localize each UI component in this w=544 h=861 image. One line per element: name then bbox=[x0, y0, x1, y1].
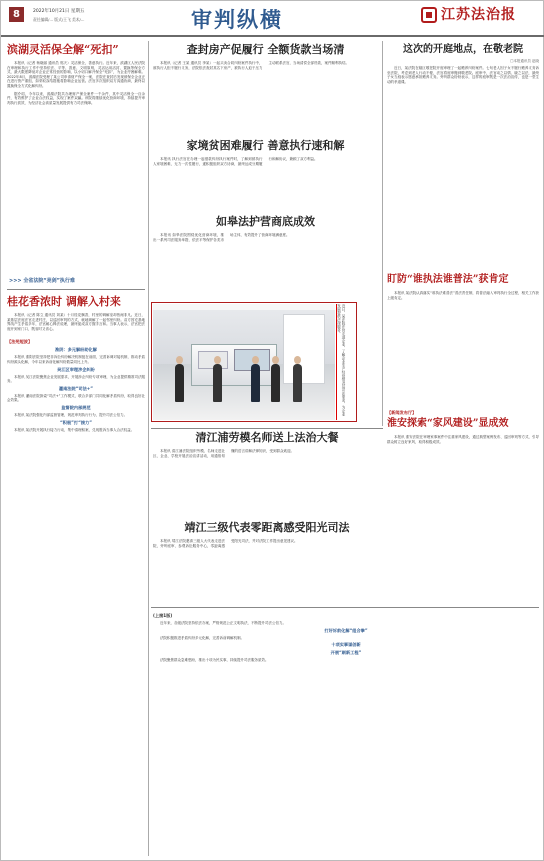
article-body: 本报讯 执行法官在办理一起借款纠纷执行案件时，了解到被执行人家境困难，无力一次性履行，遂积极组织双方协商，最终达成分期履行和解协议，兼顾了双方利益。 bbox=[153, 157, 318, 166]
article-headline: 滨湖灵活保全解“死扣” bbox=[7, 43, 119, 56]
article-headline: 桂花香浓时 调解入村来 bbox=[7, 295, 121, 308]
brief-text: 本报讯 吴江法院聚焦企业发展需求，开展涉企纠纷专项审理，为企业提供精准司法服务。 bbox=[7, 374, 145, 384]
page-number: 8 bbox=[9, 7, 24, 22]
brief-text: 本报讯 某法院开展执行接力行动，集中清理积案，兑现胜诉当事人合法权益。 bbox=[14, 427, 135, 432]
photo-person bbox=[293, 364, 302, 402]
photo-person bbox=[251, 364, 260, 402]
article-huaian bbox=[387, 407, 539, 587]
article-body: 本报讯 清江浦法院组织劳模、名师走进社区、企业、学校开展法治宣讲活动，用通俗易懂的语言讲解法律知识，受到群众欢迎。 bbox=[153, 449, 294, 458]
article-body: 法院积极推进矛盾纠纷多元化解，完善诉前调解机制。 bbox=[160, 635, 244, 640]
photo-shelf bbox=[283, 314, 325, 384]
article-body: 本报讯（记者 杨晓丽 通讯员 郭天）灵活保全，善意执行。近年来，滨湖区人民法院在审理和执行工作中坚持依法、平等、善意、文明原则，灵活运用活封、置换等保全方式，最大限度降低对企业正常经营的影响，以小切口解开保全“死扣”，为企业纾困解难。2022年8月，滨湖法院受理了某公司申请财产保全一案，法院在查封后发现被保全企业正在进行资产重组，如采取冻结措施将影响企业运营。法官多次组织双方沟通协商，最终以置换保全方式化解纠纷。 bbox=[7, 61, 145, 88]
divider bbox=[7, 289, 145, 290]
photo-caption bbox=[336, 304, 354, 420]
article-headline: 清江浦劳模名师送上法治大餐 bbox=[195, 431, 339, 444]
article-body: 本报讯 如皋法院围绕优化营商环境，推出一系列司法服务举措，依法平等保护各类市场主体，有效提升了营商环境满意度。 bbox=[153, 233, 290, 242]
photo-caption-text: 近日，某法院法官走进企业，了解企业生产经营情况及司法需求，为企业发展提供法律服务。 bbox=[337, 304, 346, 416]
article-headline: 如皋法护营商底成效 bbox=[216, 215, 315, 228]
article-body: 本报讯（记者 陈立 通讯员 刘某）十月桂花飘香，村里的调解室却热闹非凡。近日，某基层法庭法官走进村庄，以巡回审判的方式，就地调解了一起邻里纠纷。双方因宅基地界线产生矛盾多年，法官耐心释法说理，最终促成双方握手言和。当事人表示，法官把法庭开到家门口，既省时又省心。 bbox=[7, 313, 145, 331]
issue-date: 2022年10月21日 星期五 bbox=[33, 9, 85, 14]
article-headline: 盯防“谁执法谁普法”获肯定 bbox=[387, 274, 509, 285]
article-body: 近日，某法院在辖区敬老院开庭审理了一起赡养纠纷案件。七旬老人因子女不履行赡养义务诉至法院，考虑到老人行动不便，法官将庭审搬到敬老院。庭审中，法官动之以情、晓之以法，最终子女当庭表示愿意承担赡养义务。旁听群众纷纷表示，这样的庭审既是一次法治宣传，也是一堂生动的孝道课。 bbox=[387, 66, 539, 84]
brief-text: 本报讯 某法院强化内部监督管理，规范审判执行行为，提升司法公信力。 bbox=[14, 412, 128, 417]
column-divider bbox=[382, 41, 383, 426]
divider bbox=[151, 607, 539, 608]
article-body: 本报讯（记者 王某 通讯员 李某）一起买卖合同纠纷案件执行中，被执行人拒不履行义务，法院依法查封其名下房产，被执行人迫于压力主动联系法官，当场清偿全部货款，案件顺利执结。 bbox=[153, 61, 349, 70]
brief-title: 淮阴：多元解纷助化解 bbox=[55, 347, 97, 353]
photo-person bbox=[271, 364, 280, 402]
continued-label: (上接1版) bbox=[153, 613, 173, 618]
campaign-banner bbox=[9, 277, 75, 285]
masthead bbox=[1, 1, 544, 37]
section-title: 审判纵横 bbox=[191, 7, 283, 32]
article-guihua bbox=[7, 295, 145, 856]
divider bbox=[151, 428, 383, 429]
article-body: 本报讯 淮安法院在审理家事案件中注重家风建设，通过典型案例发布、巡回审判等方式，引导群众树立良好家风，取得积极成效。 bbox=[387, 435, 539, 444]
sub-heading: 开展“刷新工程” bbox=[330, 650, 362, 656]
article-headline: 淮安探索“家风建设”显成效 bbox=[387, 418, 509, 429]
article-byline: □本报通讯员 赵晓 bbox=[510, 59, 539, 63]
article-chafeng bbox=[153, 43, 378, 138]
brief-title: 灌南法院“司法+” bbox=[58, 385, 94, 391]
article-body: 本报讯 靖江法院邀请三级人大代表走进法院，旁听庭审、参观诉讼服务中心，零距离感受阳光司法，并对法院工作提出意见建议。 bbox=[153, 539, 298, 548]
article-headline: 这次的开庭地点，在敬老院 bbox=[403, 44, 523, 55]
sub-heading: 打好诉前化解“组合拳” bbox=[324, 627, 368, 633]
brief-list bbox=[7, 347, 145, 432]
section-label: 【法苑短波】 bbox=[7, 339, 33, 345]
article-headline: 家境贫困难履行 善意执行速和解 bbox=[186, 139, 345, 152]
news-photo bbox=[153, 304, 335, 420]
article-pinkun bbox=[153, 139, 378, 214]
logo-icon bbox=[421, 7, 437, 23]
photo-machine bbox=[191, 344, 277, 386]
article-nursing-home bbox=[387, 43, 539, 269]
article-pufa bbox=[387, 273, 539, 403]
sub-heading: 十项实事谋创新 bbox=[331, 642, 361, 648]
column-divider bbox=[148, 41, 149, 856]
article-continued bbox=[153, 611, 539, 856]
brief-title: 监督院内部规范 bbox=[61, 404, 91, 410]
logo-text: 江苏法治报 bbox=[441, 7, 516, 23]
editor-line: 责任编辑/... 版式/王飞 美术/... bbox=[33, 17, 85, 22]
article-body: 据介绍，今年以来，滨湖法院共办理财产保全案件一千余件，其中灵活保全一百余件，有效维护了企业合法权益，实现了案件双赢。该院将继续优化营商环境，持续提升审判执行质效，为经济社会高质量发展提供有力司法保障。 bbox=[7, 91, 145, 105]
brief-title: 吴江区审理涉企纠纷 bbox=[57, 366, 95, 372]
article-headline: 靖江三级代表零距离感受阳光司法 bbox=[184, 521, 350, 534]
article-body: 本报讯 某法院认真落实“谁执法谁普法”普法责任制，将普法融入审判执行全过程，相关工作获上级肯定。 bbox=[387, 291, 539, 300]
brief-title: “积极”打“接力” bbox=[60, 419, 92, 425]
banner-arrow-icon: >>> bbox=[9, 278, 22, 284]
article-body: 近年来，各级法院坚持依法办案，严格规范公正文明执法，不断提升司法公信力。 bbox=[160, 621, 286, 625]
article-qingjiangpu bbox=[153, 431, 381, 519]
brief-text: 本报讯 淮阴法院坚持把非诉讼纠纷解决机制挺在前面，完善诉调对接机制，推动矛盾纠纷源头化解，今年以来诉前化解纠纷数量同比上升。 bbox=[7, 355, 145, 364]
article-headline: 查封房产促履行 全额货款当场清 bbox=[186, 43, 345, 56]
photo-ceiling bbox=[153, 304, 335, 310]
photo-person bbox=[175, 364, 184, 402]
article-jingjiang bbox=[153, 521, 381, 605]
section-label: 【新闻发布厅】 bbox=[387, 410, 417, 415]
article-body: 法院聚焦群众急难愁盼，推出十项为民实事，持续提升司法服务质效。 bbox=[160, 658, 269, 663]
article-rugao bbox=[153, 215, 378, 299]
article-binhu bbox=[7, 43, 145, 271]
photo-person bbox=[213, 364, 222, 402]
newspaper-logo bbox=[421, 5, 537, 27]
brief-text: 本报讯 灌南法院探索“司法+”工作模式，联合多部门共同化解矛盾纠纷，取得良好社会效果。 bbox=[7, 393, 145, 403]
banner-label: 全省法院“亮剑”执行难 bbox=[23, 278, 75, 284]
